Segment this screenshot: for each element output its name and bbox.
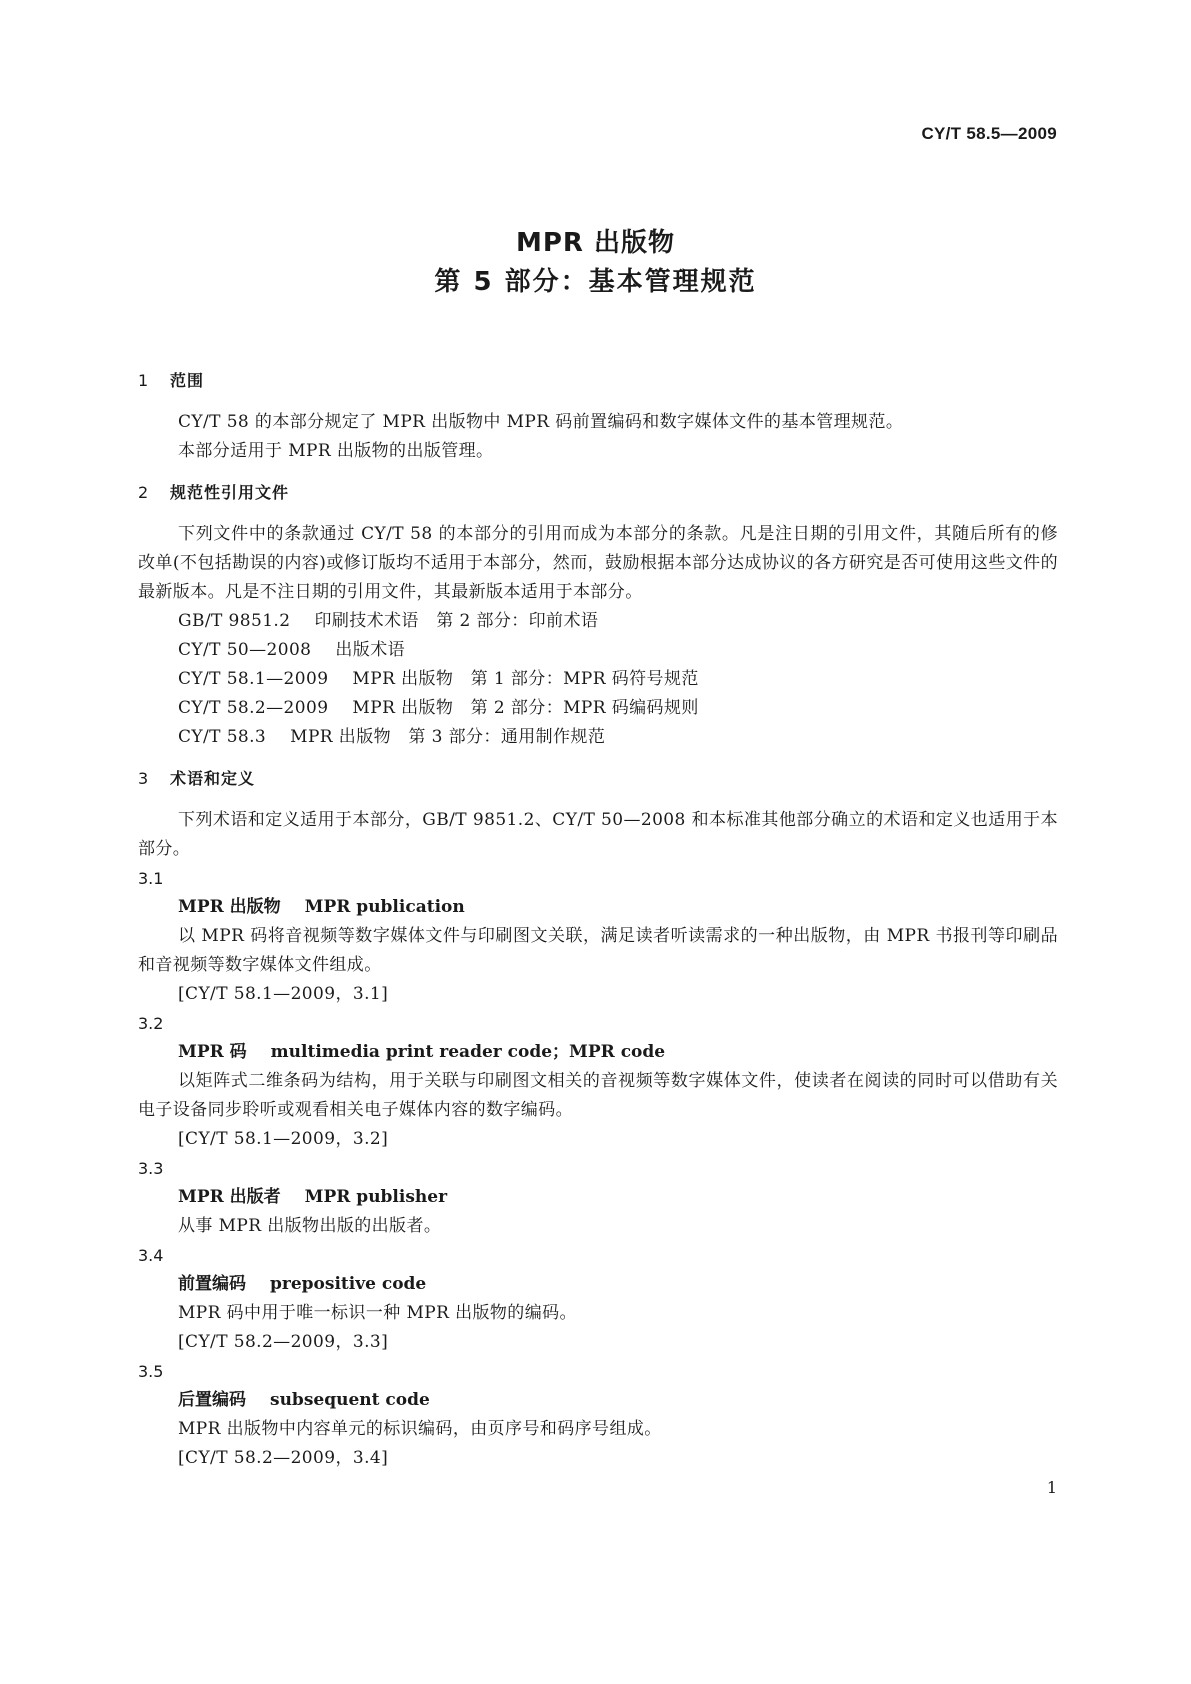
clause-number: 3.5: [138, 1362, 164, 1381]
section-heading-normative-references: [138, 478, 1058, 508]
title-block: [0, 226, 1191, 302]
document-body: [138, 366, 1058, 1473]
section-heading-terms-and-definitions: [138, 764, 1058, 794]
document-code: CY/T 58.5—2009: [921, 124, 1057, 143]
section-title: 范围: [170, 371, 205, 390]
term-entry: [138, 893, 1058, 922]
reference-code: CY/T 58.3: [178, 727, 267, 747]
term-definition: MPR 码中用于唯一标识一种 MPR 出版物的编码。: [178, 1303, 577, 1323]
term-en: subsequent code: [270, 1390, 430, 1410]
term-source: [CY/T 58.2—2009，3.4]: [178, 1448, 389, 1468]
term-source: [CY/T 58.1—2009，3.1]: [178, 984, 389, 1004]
term-entry: [138, 1386, 1058, 1415]
reference-code: CY/T 58.1—2009: [178, 669, 329, 689]
document-title: MPR 出版物: [515, 228, 675, 258]
term-zh: MPR 出版物: [178, 897, 281, 917]
reference-title: MPR 出版物 第 2 部分：MPR 码编码规则: [352, 698, 699, 718]
reference-title: MPR 出版物 第 1 部分：MPR 码符号规范: [352, 669, 699, 689]
term-definition: 以 MPR 码将音视频等数字媒体文件与印刷图文关联，满足读者听读需求的一种出版物，由 MPR 书报刊等印刷品和音视频等数字媒体文件组成。: [138, 926, 1058, 975]
term-source: [CY/T 58.2—2009，3.3]: [178, 1332, 389, 1352]
term-en: prepositive code: [270, 1274, 427, 1294]
reference-item: [138, 607, 1058, 636]
term-en: multimedia print reader code；MPR code: [270, 1042, 666, 1062]
clause-number: 3.2: [138, 1014, 164, 1033]
reference-item: [138, 694, 1058, 723]
document-subtitle: 第 5 部分：基本管理规范: [434, 267, 757, 297]
page-number: 1: [1046, 1478, 1057, 1497]
term-entry: [138, 1183, 1058, 1212]
clause-number: 3.1: [138, 869, 164, 888]
clause-number: 3.3: [138, 1159, 164, 1178]
paragraph: CY/T 58 的本部分规定了 MPR 出版物中 MPR 码前置编码和数字媒体文件的基本管理规范。: [178, 412, 904, 432]
section-heading-scope: [138, 366, 1058, 396]
reference-title: 出版术语: [335, 640, 406, 660]
reference-code: CY/T 58.2—2009: [178, 698, 329, 718]
term-definition: MPR 出版物中内容单元的标识编码，由页序号和码序号组成。: [178, 1419, 662, 1439]
section-title: 术语和定义: [170, 769, 256, 788]
term-zh: MPR 出版者: [178, 1187, 281, 1207]
paragraph: 本部分适用于 MPR 出版物的出版管理。: [178, 441, 494, 461]
term-entry: [138, 1038, 1058, 1067]
paragraph: 下列术语和定义适用于本部分，GB/T 9851.2、CY/T 50—2008 和本标准其他部分确立的术语和定义也适用于本部分。: [138, 810, 1058, 859]
term-zh: MPR 码: [178, 1042, 247, 1062]
term-definition: 从事 MPR 出版物出版的出版者。: [178, 1216, 442, 1236]
term-zh: 前置编码: [178, 1274, 246, 1294]
section-number: 2: [138, 483, 150, 502]
reference-item: [138, 665, 1058, 694]
term-entry: [138, 1270, 1058, 1299]
section-number: 3: [138, 769, 150, 788]
term-zh: 后置编码: [178, 1390, 246, 1410]
reference-code: CY/T 50—2008: [178, 640, 312, 660]
reference-item: [138, 723, 1058, 752]
section-number: 1: [138, 371, 150, 390]
section-title: 规范性引用文件: [170, 483, 290, 502]
term-en: MPR publication: [304, 897, 465, 917]
paragraph: 下列文件中的条款通过 CY/T 58 的本部分的引用而成为本部分的条款。凡是注日期的引用文件，其随后所有的修改单(不包括勘误的内容)或修订版均不适用于本部分，然而，鼓励根据本部分达成协议的各方研究是否可使用这些文件的最新版本。凡是不注日期的引用文件，其最新版本适用于本部分。: [138, 524, 1058, 602]
reference-item: [138, 636, 1058, 665]
reference-title: 印刷技术术语 第 2 部分：印前术语: [314, 611, 599, 631]
clause-number: 3.4: [138, 1246, 164, 1265]
term-en: MPR publisher: [304, 1187, 448, 1207]
reference-code: GB/T 9851.2: [178, 611, 291, 631]
reference-title: MPR 出版物 第 3 部分：通用制作规范: [290, 727, 606, 747]
term-source: [CY/T 58.1—2009，3.2]: [178, 1129, 389, 1149]
term-definition: 以矩阵式二维条码为结构，用于关联与印刷图文相关的音视频等数字媒体文件，使读者在阅读的同时可以借助有关电子设备同步聆听或观看相关电子媒体内容的数字编码。: [138, 1071, 1058, 1120]
